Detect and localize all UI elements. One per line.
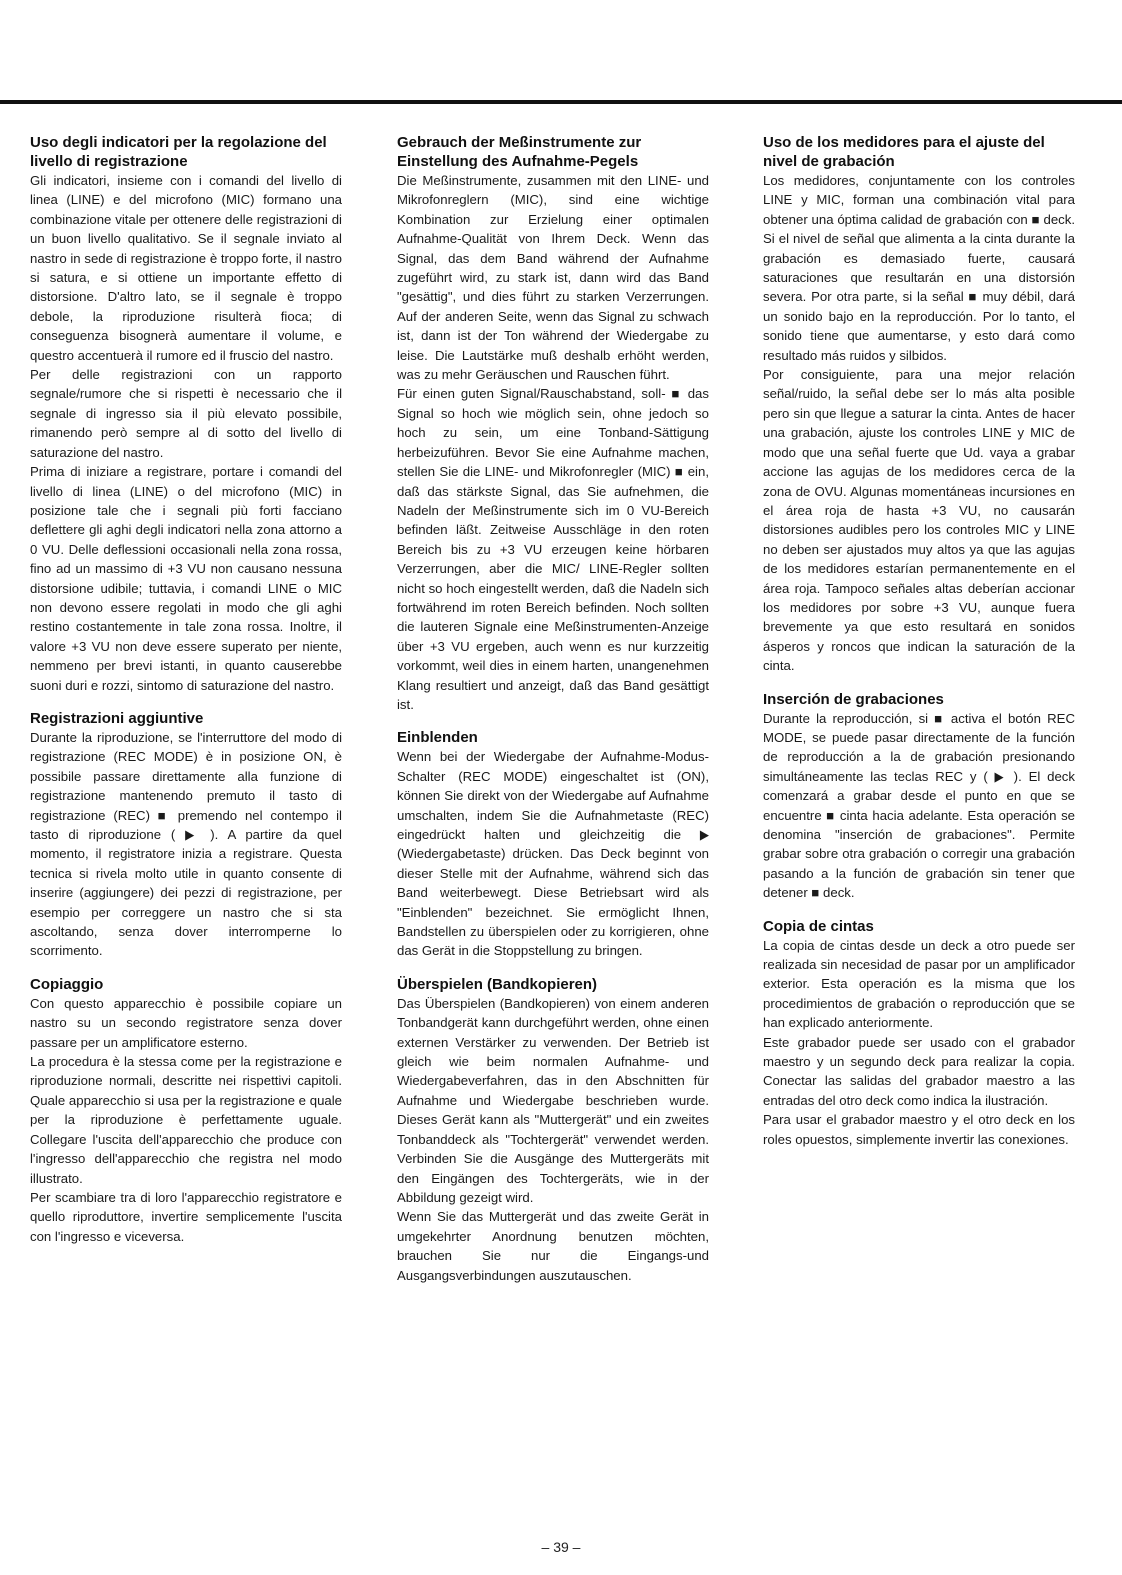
column-german	[397, 133, 709, 1299]
section-heading: Gebrauch der Meßinstrumente zur Einstellung des Aufnahme-Pegels	[397, 134, 642, 170]
section-heading: Einblenden	[397, 729, 478, 747]
section-heading: Inserción de grabaciones	[763, 690, 944, 708]
paragraph: Per delle registrazioni con un rapporto segnale/rumore che si rispetti è necessario che il segnale di ingresso sia il più elevato possibile, rimanendo però sempre al di sotto del livello di saturazione del nastro.	[30, 367, 342, 460]
section-dubbing-de	[397, 975, 709, 1285]
paragraph: Este grabador puede ser usado con el grabador maestro y un segundo deck para realizar la copia. Conectar las salidas del grabador maestro a las entradas del otro deck como indica la ilustración.	[763, 1034, 1075, 1108]
paragraph: Wenn bei der Wiedergabe der Aufnahme-Modus-Schalter (REC MODE) eingeschaltet ist (ON), können Sie direkt von der Wiedergabe auf Aufnahme umschalten, indem Sie die Aufnahmetaste (REC) eingedrückt halten und gleichzeitig die ▶ (Wiedergabetaste) drücken. Das Deck beginnt von dieser Stelle mit der Aufnahme, während sich das Band weiterbewegt. Diese Betriebsart wird als "Einblenden" bezeichnet. Sie ermöglicht Ihnen, Bandstellen zu überspielen oder zu korrigieren, ohne das Gerät in die Stoppstellung zu bringen.	[397, 749, 709, 959]
section-tape-copy-es	[763, 917, 1075, 1149]
paragraph: Durante la reproducción, si ■ activa el botón REC MODE, se puede pasar directamente de la función de reproducción a la de grabación presionando simultáneamente las teclas REC y ( ▶ ). El deck comenzará a grabar desde el punto en que se encuentre ■ cinta hacia adelante. Esta operación se denomina "inserción de grabaciones". Permite grabar sobre otra grabación o corregir una grabación pasando a la función de grabación sin tener que detener ■ deck.	[763, 710, 1075, 901]
section-heading: Copiaggio	[30, 975, 104, 993]
section-heading: Uso degli indicatori per la regolazione del livello di registrazione	[30, 134, 327, 170]
section-additional-recording-it	[30, 709, 342, 961]
section-insert-recording-es	[763, 690, 1075, 903]
paragraph: Con questo apparecchio è possibile copiare un nastro su un secondo registratore senza dover passare per un amplificatore esterno.	[30, 995, 342, 1050]
page-number: – 39 –	[541, 1539, 581, 1555]
paragraph: Per scambiare tra di loro l'apparecchio registratore e quello riproduttore, invertire semplicemente l'uscita con l'ingresso e viceversa.	[30, 1189, 342, 1244]
paragraph: Die Meßinstrumente, zusammen mit den LINE- und Mikrofonreglern (MIC), sind eine wichtige Kombination zur Erzielung einer optimalen Aufnahme-Qualität von Ihrem Deck. Wenn das Signal, das dem Band während der Aufnahme zugeführt wird, zu stark ist, dann wird das Band "gesättig", und dies führt zu starken Verzerrungen. Auf der anderen Seite, wenn das Signal zu schwach ist, dann ist der Ton während der Wiedergabe zu leise. Die Lautstärke muß deshalb erhöht werden, was zu mehr Geräuschen und Rauschen führt.	[397, 173, 709, 383]
column-italian	[30, 133, 342, 1260]
paragraph: Gli indicatori, insieme con i comandi del livello di linea (LINE) e del microfono (MIC) formano una combinazione vitale per ottenere delle registrazioni di un buon livello qualitativo. Se il segnale inviato al nastro in sede di registrazione è troppo forte, il nastro si satura, e si ottiene un importante effetto di distorsione. D'altro lato, se il segnale è troppo debole, la riproduzione risulterà fioca; di conseguenza bisognerà aumentare il volume, e questro accentuerà il rumore ed il fruscio del nastro.	[30, 173, 342, 363]
paragraph: Für einen guten Signal/Rauschabstand, soll- ■ das Signal so hoch wie möglich sein, ohne jedoch so hoch zu sein, um eine Tonband-Sättigung herbeizuführen. Bevor Sie eine Aufnahme machen, stellen Sie die LINE- und Mikrofonregler (MIC) ■ ein, daß das stärkste Signal, das Sie aufnehmen, die Nadeln der Meßinstrumente sich im 0 VU-Bereich befinden läßt. Zeitweise Ausschläge in den roten Bereich bis zu +3 VU erzeugen keine hörbaren Verzerrungen, aber die MIC/ LINE-Regler sollten nicht so hoch eingestellt werden, daß die Nadeln sich fortwährend im roten Bereich befinden. Noch sollten die lauteren Signale eine Meßinstrumenten-Anzeige über +3 VU ergeben, auch wenn es nur kurzzeitig vorkommt, weil dies in einem harten, unangenehmen Klang resultiert und anzeigt, daß das Band gesättigt ist.	[397, 386, 709, 712]
paragraph: Los medidores, conjuntamente con los controles LINE y MIC, forman una combinación vital para obtener una óptima calidad de grabación con ■ deck. Si el nivel de señal que alimenta a la cinta durante la grabación es demasiado fuerte, causará saturaciones que resultarán en una distorsión severa. Por otra parte, si la señal ■ muy débil, dará un sonido bajo en la reproducción. Por lo tanto, el sonido tiene que aumentarse, y esto dará como resultado más ruidos y silbidos.	[763, 173, 1075, 363]
paragraph: Prima di iniziare a registrare, portare i comandi del livello di linea (LINE) o del microfono (MIC) in posizione tale che i segnali più forti facciano deflettere gli aghi degli indicatori nella zona attorno a 0 VU. Delle deflessioni occasionali nella zona rossa, fino ad un massimo di +3 VU non causano nessuna distorsione udibile; tuttavia, i comandi LINE o MIC non devono essere regolati in modo che gli aghi restino costantemente in tale zona rossa. Inoltre, il valore +3 VU non deve essere superato per niente, nemmeno per brevi istanti, in quanto causerebbe suoni duri e rozzi, sintomo di saturazione del nastro.	[30, 464, 342, 693]
section-heading: Überspielen (Bandkopieren)	[397, 975, 598, 993]
paragraph: La procedura è la stessa come per la registrazione e riproduzione normali, descritte nei rispettivi capitoli. Quale apparecchio si usa per la registrazione e quale per la riproduzione è perfettamente uguale. Collegare l'uscita dell'apparecchio che produce con l'ingresso dell'apparecchio che registra nel modo illustrato.	[30, 1054, 342, 1186]
paragraph: Para usar el grabador maestro y el otro deck en los roles opuestos, simplemente invertir las conexiones.	[763, 1112, 1075, 1147]
paragraph: Wenn Sie das Muttergerät und das zweite Gerät in umgekehrter Anordnung benutzen möchten, brauchen Sie nur die Eingangs-und Ausgangsverbindungen auszutauschen.	[397, 1209, 709, 1283]
column-spanish	[763, 133, 1075, 1163]
header-rule	[0, 100, 1122, 104]
section-recording-level-it	[30, 133, 342, 695]
section-heading: Uso de los medidores para el ajuste del nivel de grabación	[763, 134, 1045, 170]
paragraph: Por consiguiente, para una mejor relación señal/ruido, la señal debe ser lo más alta posible pero sin que llegue a saturar la cinta. Antes de hacer una grabación, ajuste los controles LINE y MIC de modo que una señal fuerte que Ud. vaya a grabar accione las agujas de los medidores cerca de la zona de OVU. Algunas momentáneas incursiones en el área roja de hasta +3 VU, no causarán distorsiones audibles pero los controles MIC y LINE no deben ser ajustados muy altos ya que las agujas de los medidores estarían permanentemente en el área roja. Tampoco señales altas deberían accionar los medidores por sobre +3 VU, aunque fuera brevemente ya que esto resultará en sonidos ásperos y roncos que indican la saturación de la cinta.	[763, 367, 1075, 674]
section-recording-level-de	[397, 133, 709, 714]
section-recording-level-es	[763, 133, 1075, 676]
section-heading: Copia de cintas	[763, 917, 874, 935]
section-copying-it	[30, 975, 342, 1246]
paragraph: La copia de cintas desde un deck a otro puede ser realizada sin necesidad de pasar por un amplificador exterior. Esta operación es la misma que los procedimientos de grabación o reproducción que se han explicado anteriormente.	[763, 937, 1075, 1031]
section-punch-in-de	[397, 728, 709, 960]
section-heading: Registrazioni aggiuntive	[30, 709, 204, 727]
paragraph: Das Überspielen (Bandkopieren) von einem anderen Tonbandgerät kann durchgeführt werden, ohne einen externen Verstärker zu verwenden. Der Betrieb ist gleich wie beim normalen Aufnahme- und Wiedergabeverfahren, das in den Abschnitten für Aufnahme und Wiedergabe beschrieben wurde. Dieses Gerät kann als "Muttergerät" und ein zweites Tonbanddeck als "Tochtergerät" verwendet werden. Verbinden Sie die Ausgänge des Muttergeräts mit den Eingängen des Tochtergeräts, wie in der Abbildung gezeigt wird.	[397, 995, 709, 1205]
paragraph: Durante la riproduzione, se l'interruttore del modo di registrazione (REC MODE) è in posizione ON, è possibile passare direttamente alla funzione di registrazione mantenendo premuto il tasto di registrazione (REC) ■ premendo nel contempo il tasto di riproduzione ( ▶ ). A partire da quel momento, il registratore inizia a registrare. Questa tecnica si rivela molto utile in quanto consente di inserire (aggiungere) dei pezzi di registrazione, per esempio per correggere un nastro che si sta ascoltando, senza dover interromperne lo scorrimento.	[30, 729, 342, 959]
